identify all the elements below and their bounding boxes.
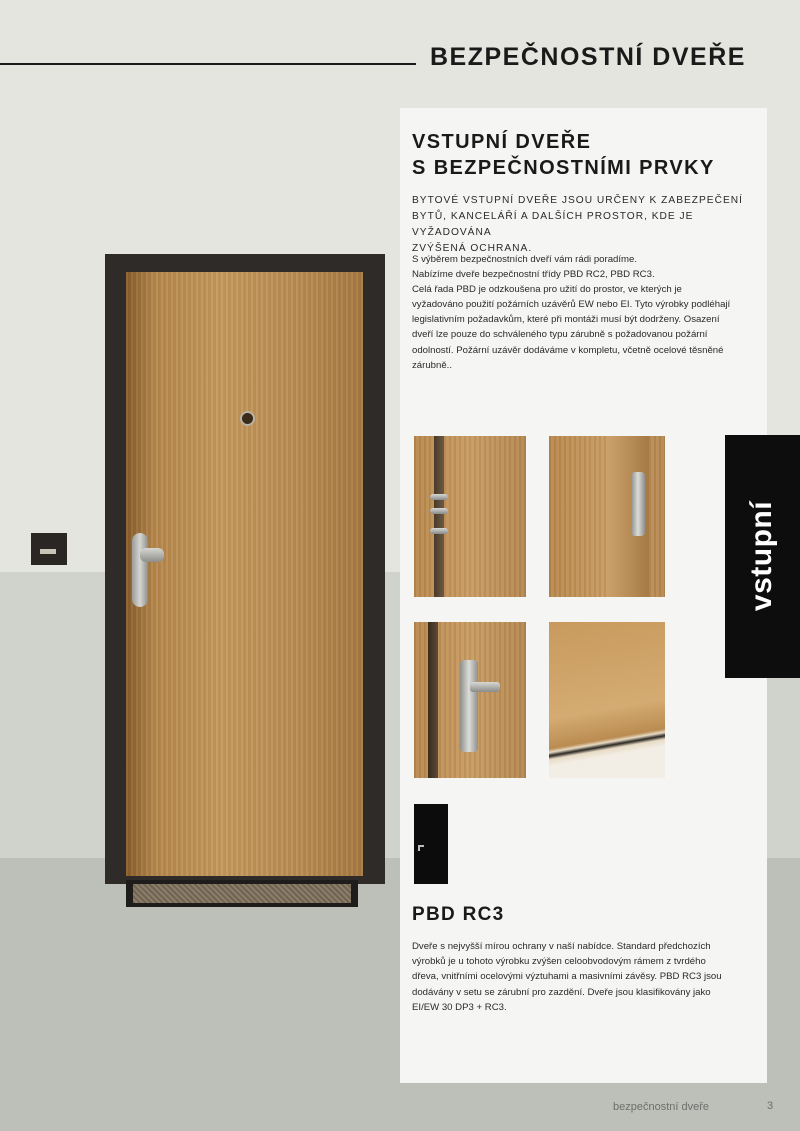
bolt	[430, 528, 448, 534]
section-body-text: S výběrem bezpečnostních dveří vám rádi poradíme. Nabízíme dveře bezpečnostní třídy PBD RC2, PBD RC3. Celá řada PBD je odzkoušena pro užití do prostor, ve kterých je vyžadováno použití požárních uzávěrů EW nebo EI. Tyto výrobky podléhají legislativním požadavkům, které při montáži musí být dodrženy. Osazení dveří lze pouze do schváleného typu zárubně s požadovanou požární odolností. Požární uzávěr dodáváme v kompletu, včetně ocelové těsněné zárubně..	[412, 254, 731, 371]
door-handle-plate	[132, 533, 148, 607]
section-subheading: BYTOVÉ VSTUPNÍ DVEŘE JSOU URČENY K ZABEZPEČENÍ BYTŮ, KANCELÁŘÍ A DALŠÍCH PROSTOR, KDE JE VYŽADOVÁNA ZVÝŠENÁ OCHRANA.	[412, 195, 743, 254]
hinge	[631, 472, 645, 536]
page-title: BEZPEČNOSTNÍ DVEŘE	[430, 43, 746, 71]
header-rule	[0, 63, 416, 65]
product-title: PBD RC3	[412, 904, 505, 925]
photo-door-layers	[549, 622, 665, 778]
photo-door-handle	[414, 622, 526, 778]
page-number: 3	[767, 1100, 774, 1112]
handle-lever	[470, 682, 500, 692]
door-leaf-image	[126, 272, 363, 876]
mini-handle	[418, 845, 420, 851]
handle-plate	[460, 660, 478, 752]
peephole	[240, 411, 255, 426]
section-heading: VSTUPNÍ DVEŘE S BEZPEČNOSTNÍMI PRVKY	[412, 131, 715, 179]
door-edge	[434, 436, 444, 597]
footer-label: bezpečnostní dveře	[613, 1101, 710, 1113]
side-category-label: vstupní	[745, 500, 778, 612]
door-handle-lever	[140, 548, 164, 562]
product-description: Dveře s nejvyšší mírou ochrany v naší nabídce. Standard předchozích výrobků je u tohoto výrobku zvýšen celoobvodovým rámem z tvrdého dřeva, vnitřními ocelovými výztuhami a masivními závěsy. PBD RC3 jsou dodávány v setu se zárubní pro zazdění. Dveře jsou klasifikovány jako EI/EW 30 DP3 + RC3.	[412, 941, 722, 1013]
photo-door-bolts	[414, 436, 526, 597]
bolt	[430, 508, 448, 514]
wall-switch-slot	[40, 549, 56, 554]
doormat-texture	[133, 884, 351, 903]
door-model-thumbnail	[414, 804, 448, 884]
photo-door-hinge	[549, 436, 665, 597]
bolt	[430, 494, 448, 500]
door-edge	[428, 622, 438, 778]
